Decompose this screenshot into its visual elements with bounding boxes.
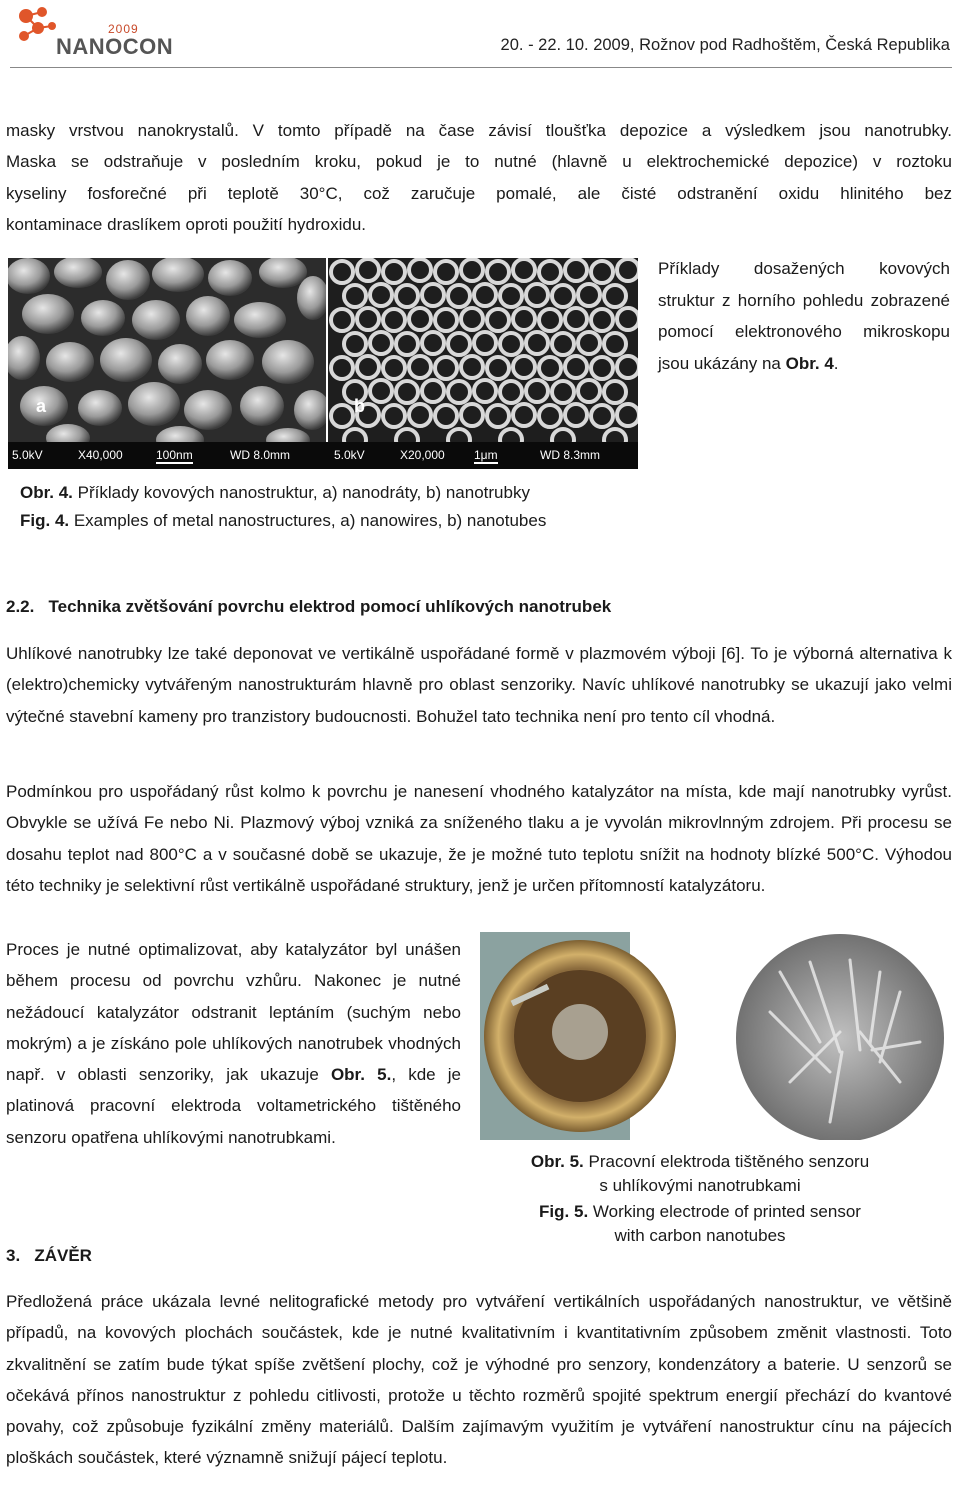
logo-name: NANOCON: [56, 34, 174, 59]
caption-cz: [20, 479, 660, 507]
electrode-photo: [480, 932, 952, 1140]
logo-year: 2009: [108, 22, 139, 36]
section-2-2-para-3: [6, 934, 461, 1153]
para-3-text: Proces je nutné optimalizovat, aby katalyzátor byl unášen během procesu od povrchu vzhůru. Nakonec je nutné nežádoucí katalyzátor odstranit leptáním (suchým nebo mokrým) a je získáno pole uhlíkových nanotrubek vhodných např. v oblasti senzoriky, jak ukazuje: [6, 940, 461, 1085]
side-note-end: .: [833, 353, 839, 373]
section-2-2-para-2: Podmínkou pro uspořádaný růst kolmo k povrchu je nanesení vhodného katalyzátor na místa, kde mají nanotrubky vyrůst. Obvykle se užívá Fe nebo Ni. Plazmový výboj vzniká za sníženého tlaku a je vyvolán mikrovlnným zdrojem. Při procesu se dosahu teplot nad 800°C a v současné době se ukazuje, že je možné tuto teplotu snížit na hodnoty blízké 500°C. Výhodou této techniky je selektivní růst vertikálně uspořádané struktury, jenž je určen přítomností katalyzátoru.: [6, 782, 952, 895]
intro-line: masky vrstvou nanokrystalů. V tomto případě na čase závisí tloušťka depozice a výsledkem jsou nanotrubky.: [6, 121, 952, 140]
intro-line: kyseliny fosforečné při teplotě 30°C, což zaručuje pomalé, ale čisté odstranění oxidu hlinitého bez: [6, 183, 952, 203]
intro-line: kontaminace draslíkem oproti použití hydroxidu.: [6, 214, 367, 234]
figure5-caption: [480, 1150, 920, 1248]
header-divider: [10, 67, 952, 68]
sem-image-nanotubes: [328, 258, 638, 442]
scale-a-bar: 100nm: [156, 448, 193, 462]
caption-en: [20, 507, 660, 535]
sem-image-nanowires: [8, 258, 326, 442]
sem-label-b: b: [354, 396, 365, 416]
caption-cz-prefix: Obr. 4.: [20, 483, 73, 502]
caption-en-prefix: Fig. 4.: [20, 511, 70, 530]
fig5-en-line1: [480, 1200, 920, 1224]
caption-cz-text: Příklady kovových nanostruktur, a) nanodráty, b) nanotrubky: [72, 483, 530, 502]
scale-b-wd: WD 8.3mm: [540, 448, 600, 462]
section-3-heading: 3. ZÁVĚR: [6, 1246, 92, 1265]
fig5-en-text: Working electrode of printed sensor: [588, 1202, 861, 1221]
para-3-ref: Obr. 5.: [330, 1065, 392, 1085]
side-note-text: Příklady dosažených kovových struktur z horního pohledu zobrazené pomocí elektronového mikroskopu jsou ukázány na: [658, 259, 950, 373]
scale-a-wd: WD 8.0mm: [230, 448, 290, 462]
nanocon-logo-icon: [14, 4, 62, 48]
scale-b-mag: X20,000: [400, 448, 445, 462]
nanowires-texture: [8, 258, 326, 442]
section-2-2-heading: 2.2. Technika zvětšování povrchu elektrod pomocí uhlíkových nanotrubek: [6, 597, 612, 616]
scale-a-kv: 5.0kV: [12, 448, 43, 462]
para-3-end: , kde je platinová pracovní elektroda voltametrického tištěného senzoru opatřena uhlíkovými nanotrubkami.: [6, 1065, 461, 1147]
fig5-en-line2: with carbon nanotubes: [614, 1226, 786, 1245]
scale-b-kv: 5.0kV: [334, 448, 365, 462]
sem-label-a: a: [36, 396, 47, 416]
figure4-caption: [20, 479, 660, 535]
fig5-cz-line1: [480, 1150, 920, 1174]
fig5-en-prefix: Fig. 5.: [539, 1202, 589, 1221]
scale-b-bar: 1μm: [474, 448, 498, 462]
side-note-ref: Obr. 4: [785, 353, 834, 373]
fig5-cz-prefix: Obr. 5.: [530, 1152, 584, 1171]
nanotubes-texture: [328, 258, 638, 442]
fig5-cz-text: Pracovní elektroda tištěného senzoru: [583, 1152, 870, 1171]
section-2-2-para-1: Uhlíkové nanotrubky lze také deponovat ve vertikálně uspořádané formě v plazmovém výboji [6]. To je výborná alternativa k (elektro)chemicky vytvářeným nanostrukturám hlavně pro oblast senzoriky. Navíc uhlíkové nanotrubky se ukazují jako velmi výtečné stavební kameny pro tranzistory budoucnosti. Bohužel tato technika není pro tento cíl vhodná.: [6, 644, 952, 726]
caption-en-text: Examples of metal nanostructures, a) nanowires, b) nanotubes: [69, 511, 547, 530]
side-note: [658, 253, 950, 379]
scale-a-mag: X40,000: [78, 448, 123, 462]
electrode-photo-graphic: [480, 932, 952, 1140]
fig5-cz-line2: s uhlíkovými nanotrubkami: [599, 1176, 801, 1195]
section-3-para: Předložená práce ukázala levné nelitografické metody pro vytváření vertikálních uspořádaných nanostruktur, ve většině případů, na kovových plochách součástek, kde je nutné kvalitativním i kvantitativním způsobem změnit vlastnosti. Toto zkvalitnění se zatím bude týkat spíše zvětšení plochy, což je výhodné pro senzory, kondenzátory a baterie. U senzorů se očekává přínos nanostruktur z pohledu citlivosti, protože u těchto rozměrů spojité spektrum energií přechází do kvantové povahy, což způsobuje fyzikální změny materiálů. Dalším zajímavým využitím je vytváření nanostruktur cínu na pájecích ploškách součástek, které významně snižují pájecí teplotu.: [6, 1292, 952, 1468]
sem-scale-bar: [8, 442, 638, 469]
intro-line: Maska se odstraňuje v posledním kroku, pokud je to nutné (hlavně u elektrochemické depozice) v roztoku: [6, 152, 952, 172]
page-header: [0, 0, 960, 70]
event-info: 20. - 22. 10. 2009, Rožnov pod Radhoštěm, Česká Republika: [500, 36, 950, 54]
intro-paragraph: [6, 115, 952, 240]
